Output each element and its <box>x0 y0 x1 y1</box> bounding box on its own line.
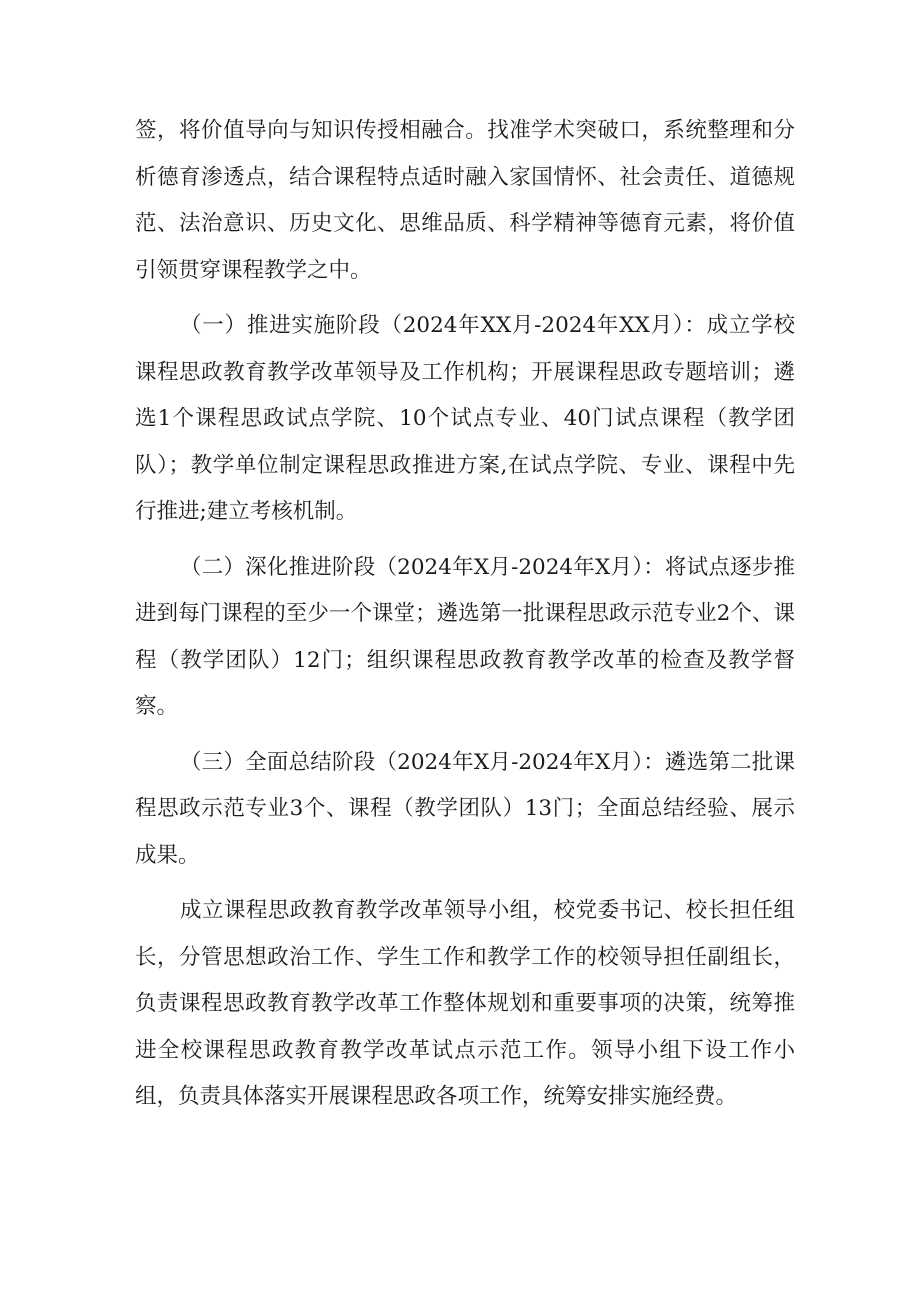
document-body <box>135 108 795 1130</box>
paragraph-moral-education-elements: 签，将价值导向与知识传授相融合。找准学术突破口，系统整理和分析德育渗透点，结合课程特点适时融入家国情怀、社会责任、道德规范、法治意识、历史文化、思维品质、科学精神等德育元素，将价值引领贯穿课程教学之中。 <box>135 118 795 283</box>
paragraph-phase-one: （一）推进实施阶段（2024年XX月-2024年XX月）：成立学校课程思政教育教学改革领导及工作机构；开展课程思政专题培训；遴选1个课程思政试点学院、10个试点专业、40门试点课程（教学团队）；教学单位制定课程思政推进方案,在试点学院、专业、课程中先行推进;建立考核机制。 <box>135 313 795 524</box>
paragraph-phase-three: （三）全面总结阶段（2024年X月-2024年X月）：遴选第二批课程思政示范专业3个、课程（教学团队）13门；全面总结经验、展示成果。 <box>135 749 795 868</box>
paragraph-leadership-group: 成立课程思政教育教学改革领导小组，校党委书记、校长担任组长，分管思想政治工作、学生工作和教学工作的校领导担任副组长，负责课程思政教育教学改革工作整体规划和重要事项的决策，统筹推进全校课程思政教育教学改革试点示范工作。领导小组下设工作小组，负责具体落实开展课程思政各项工作，统筹安排实施经费。 <box>135 898 795 1109</box>
paragraph-phase-two: （二）深化推进阶段（2024年X月-2024年X月）：将试点逐步推进到每门课程的至少一个课堂；遴选第一批课程思政示范专业2个、课程（教学团队）12门；组织课程思政教育教学改革的检查及教学督察。 <box>135 554 795 719</box>
